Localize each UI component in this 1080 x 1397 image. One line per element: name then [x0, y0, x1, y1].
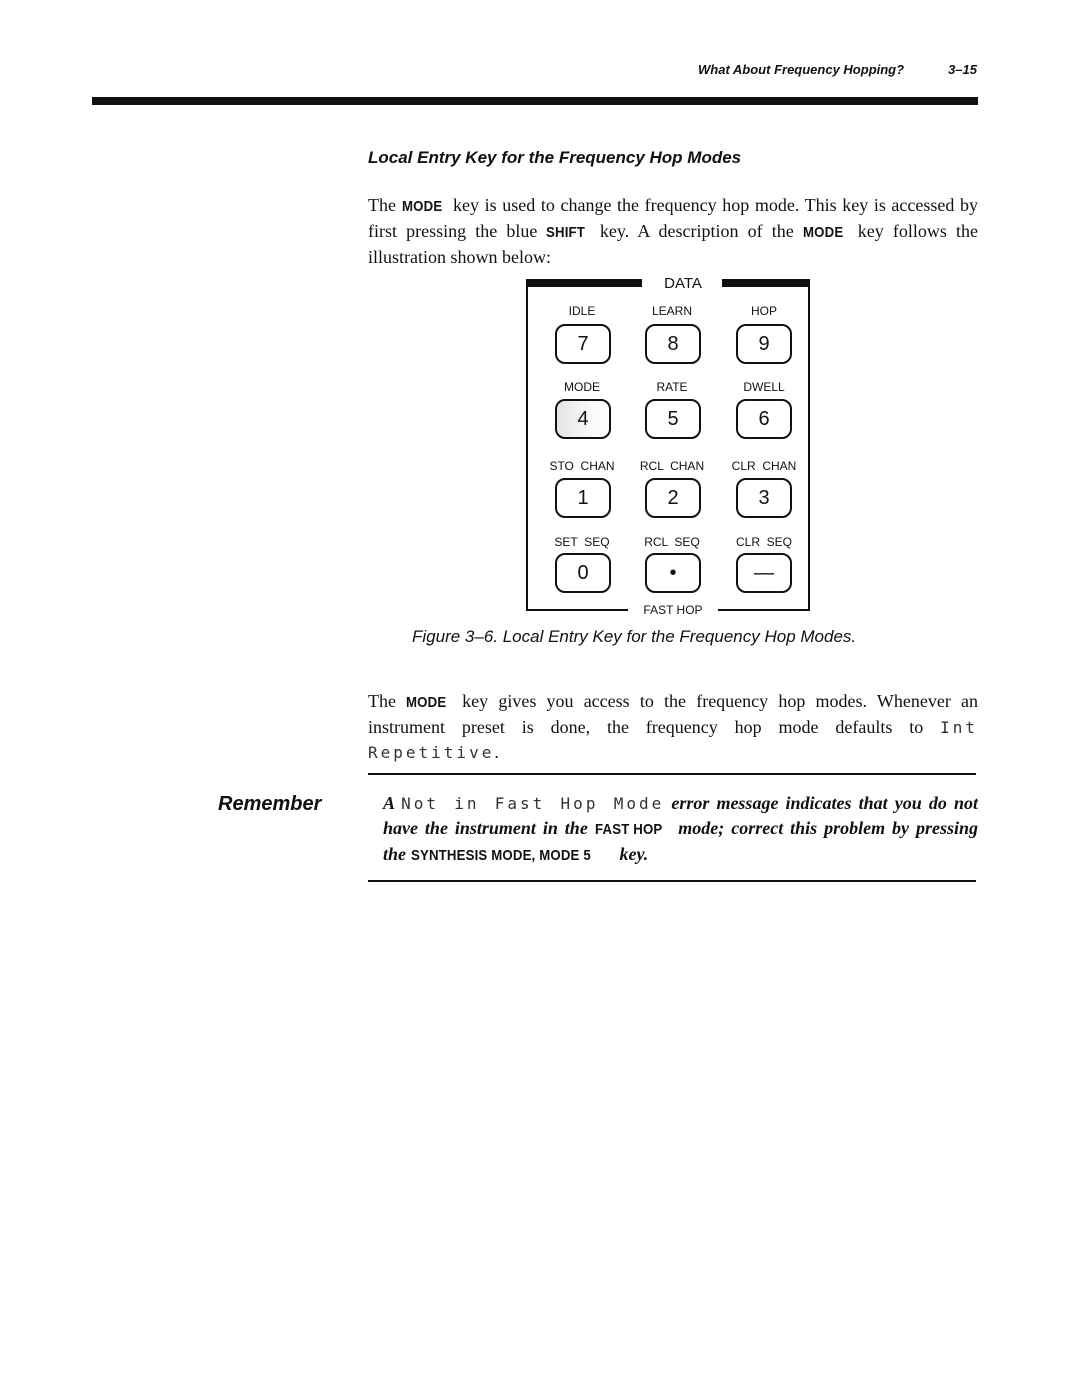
note-top-rule [368, 773, 976, 775]
key-6: 6 [736, 399, 792, 439]
key-label-set-seq: SET SEQ [554, 535, 610, 549]
key-label-clr-chan: CLR CHAN [731, 459, 797, 473]
note-bottom-rule [368, 880, 976, 882]
key-label-dwell: DWELL [743, 380, 785, 394]
section-title: Local Entry Key for the Frequency Hop Modes [368, 148, 742, 167]
running-header [600, 62, 977, 84]
text-run: A [383, 793, 402, 813]
key-8: 8 [645, 324, 701, 364]
mode-description-paragraph [368, 689, 978, 765]
keypad-top-bar [526, 279, 642, 287]
mode-key-term: MODE [401, 198, 442, 215]
key-0: 0 [555, 553, 611, 593]
key-5: 5 [645, 399, 701, 439]
key-label-sto-chan: STO CHAN [549, 459, 615, 473]
text-run: key. [614, 844, 649, 864]
header-rule [92, 97, 978, 105]
figure-caption: Figure 3–6. Local Entry Key for the Frequency Hop Modes. [412, 627, 857, 646]
text-run: key. A description of the [590, 221, 803, 241]
text-run: . [494, 742, 499, 762]
key-label-hop: HOP [750, 304, 777, 318]
key-2: 2 [645, 478, 701, 518]
text-run: key gives you access to the frequency hop modes. Whenever an instrument preset is done, the frequency hop mode defaults to [368, 691, 978, 737]
key-1: 1 [555, 478, 611, 518]
key-label-idle: IDLE [568, 304, 596, 318]
key-label-mode: MODE [564, 380, 600, 394]
remember-label: Remember [218, 793, 322, 815]
key-label-clr-seq: CLR SEQ [735, 535, 792, 549]
header-page-number: 3–15 [948, 62, 977, 77]
keypad-border [526, 609, 628, 611]
intro-paragraph [368, 193, 978, 269]
synthesis-mode-term: SYNTHESIS MODE, MODE 5 [410, 847, 591, 864]
header-section-title: What About Frequency Hopping? [698, 62, 905, 77]
key-3: 3 [736, 478, 792, 518]
keypad-title: DATA [664, 275, 702, 292]
mode-key-term: MODE [802, 224, 844, 241]
key-9: 9 [736, 324, 792, 364]
text-run: mode; correct this problem by pressing the [383, 818, 978, 864]
fast-hop-label: FAST HOP [643, 603, 703, 617]
text-run: error message indicates that you do not have the instrument in the [383, 793, 978, 838]
key-7: 7 [555, 324, 611, 364]
keypad-border [808, 279, 810, 609]
keypad-top-bar [722, 279, 810, 287]
key-4: 4 [555, 399, 611, 439]
remember-note [383, 791, 978, 868]
text-run: key is used to change the frequency hop mode. This key is accessed by first pressing the blue [368, 195, 979, 241]
key-label-rcl-chan: RCL CHAN [639, 459, 705, 473]
display-text-int-repetitive: Int Repetitive [368, 718, 978, 762]
key-minus: — [736, 553, 792, 593]
mode-key-term: MODE [406, 694, 447, 711]
keypad-border [526, 279, 528, 609]
data-keypad-illustration [526, 275, 810, 617]
text-run: key follows the illustration shown below: [368, 221, 978, 267]
keypad-border [718, 609, 810, 611]
fast-hop-term: FAST HOP [594, 821, 663, 838]
text-run: The [368, 691, 407, 711]
key-label-learn: LEARN [651, 304, 692, 318]
shift-key-term: SHIFT [546, 224, 586, 241]
display-text-not-in-fast-hop-mode: Not in Fast Hop Mode [401, 794, 665, 813]
text-run: The [368, 195, 402, 215]
key-label-rate: RATE [656, 380, 688, 394]
key-label-rcl-seq: RCL SEQ [644, 535, 700, 549]
key-decimal-point: • [645, 553, 701, 593]
